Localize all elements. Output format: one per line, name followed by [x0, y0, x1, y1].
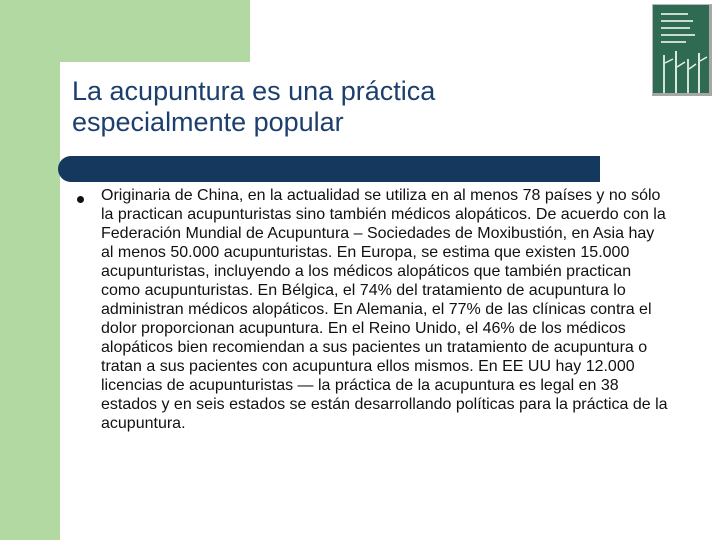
bullet-icon: [77, 196, 84, 203]
bamboo-illustration-icon: [653, 49, 709, 93]
thumbnail-text-lines: [661, 13, 699, 48]
title-underline-bar: [58, 156, 600, 182]
decorative-green-band-top: [0, 0, 250, 62]
decorative-green-band-left: [0, 62, 60, 540]
slide-title: La acupuntura es una práctica especialmente popular: [72, 76, 436, 137]
document-cover-thumbnail: [652, 4, 712, 96]
slide-body-text: Originaria de China, en la actualidad se utiliza en al menos 78 países y no sólo la practican acupunturistas sino también médicos alopáticos. De acuerdo con la Federación Mundial de Acupuntura – Sociedades de Moxibustión, en Asia hay al menos 50.000 acupunturistas. En Europa, se estima que existen 15.000 acupunturistas, incluyendo a los médicos alopáticos que también practican como acupunturistas. En Bélgica, el 74% del tratamiento de acupuntura lo administran médicos alopáticos. En Alemania, el 77% de las clínicas contra el dolor proporcionan acupuntura. En el Reino Unido, el 46% de los médicos alopáticos bien recomiendan a sus pacientes un tratamiento de acupuntura o tratan a sus pacientes con acupuntura ellos mismos. En EE UU hay 12.000 licencias de acupunturistas — la práctica de la acupuntura es legal en 38 estados y en seis estados se están desarrollando políticas para la práctica de la acupuntura.: [101, 187, 668, 432]
